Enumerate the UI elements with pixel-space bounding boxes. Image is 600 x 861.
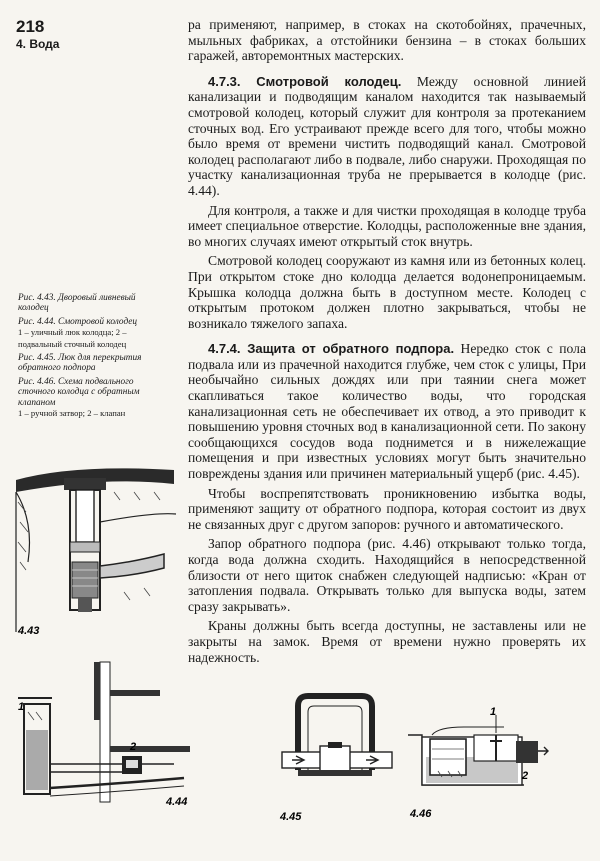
paragraph: Краны должны быть всегда доступны, не заставлены или не закрыты на замок. Время от времени нужно проверять их надежность. <box>188 618 586 665</box>
figure-4-45-label: 4.45 <box>280 811 302 823</box>
section-4-7-3-title: 4.7.3. Смотровой колодец. <box>208 73 402 89</box>
figure-4-44-marker-1: 1 <box>18 701 25 713</box>
figure-4-46-marker-2: 2 <box>522 770 529 782</box>
paragraph: Смотровой колодец сооружают из камня или из бетонных колец. При открытом стоке дно колодца делается водонепроницаемым. Крышка колодца должна быть в доступном месте. Колодец с открытым протоком должен плотно закрываться, чтобы не возникало тяжелого запаха. <box>188 253 586 331</box>
section-4-7-4-text: Нередко сток с пола подвала или из прачечной находится глубже, чем сток с улицы, При необычайно сильных дождях или при таянии снега может скапливаться такое количество воды, что городская канализационная сеть не обеспечивает их отвод, а это приводит к повышению уровня сточных вод в канализационной сети. По закону сообщающихся сосудов вода поднимется и в нижележащие помещения и при известных условиях могут быть значительно повреждены здания или причинен материальный ущерб (рис. 4.45). <box>188 341 586 482</box>
section-4-7-3-paragraph <box>188 74 586 199</box>
figure-captions <box>18 293 168 422</box>
caption-4-46-title: Рис. 4.46. Схема подвального сточного колодца с обратным клапаном <box>18 376 140 408</box>
paragraph: Для контроля, а также и для чистки проходящая в колодце труба имеет специальное отверстие. Колодцы, расположенные вне здания, во многих случаях имеют открытый сток внутрь. <box>188 202 586 249</box>
main-text <box>188 17 586 665</box>
figure-4-43-drawing <box>14 462 179 637</box>
figure-4-46-drawing <box>404 705 554 835</box>
paragraph: Чтобы воспрепятствовать проникновению избытка воды, применяют защиту от обратного подпора, которая состоит из двух не связанных друг с другом запоров: ручного и автоматического. <box>188 485 586 532</box>
figure-4-44-drawing <box>14 660 194 810</box>
figure-4-46-marker-1: 1 <box>490 706 497 718</box>
caption-4-45: Рис. 4.45. Люк для перекрытия обратного подпора <box>18 353 142 374</box>
paragraph: Запор обратного подпора (рис. 4.46) открывают только тогда, когда вода должна сходить. Находящийся в непосредственной близости от него щиток снабжен следующей надписью: «Кран от затопления подвала. Открывать только для выпуска воды, затем сразу закрывать». <box>188 536 586 614</box>
caption-4-44-legend: 1 – уличный люк колодца; 2 – подвальный сточный колодец <box>18 327 127 349</box>
caption-4-44-title: Рис. 4.44. Смотровой колодец <box>18 316 138 327</box>
intro-paragraph: ра применяют, например, в стоках на скотобойнях, прачечных, мыльных фабриках, а отстойники бензина – в стоках больших гаражей, авторемонтных мастерских. <box>188 17 586 64</box>
section-4-7-3-text: Между основной линией канализации и подводящим каналом находится так называемый смотровой колодец, который служит для контроля за протеканием сточных вод. Его устраивают прежде всего для того, чтобы можно было время от времени чистить подводящий канал. Смотровой колодец располагают либо в подвале, либо снаружи. Проходящая по участку канализационная труба не прерывается в колодце (рис. 4.44). <box>188 73 586 198</box>
figure-4-43-label: 4.43 <box>18 625 40 637</box>
caption-4-43: Рис. 4.43. Дворовый ливневый колодец <box>18 293 136 314</box>
section-4-7-4-title: 4.7.4. Защита от обратного подпора. <box>208 341 455 357</box>
figure-4-44-marker-2: 2 <box>130 741 137 753</box>
page-number: 218 <box>16 17 45 36</box>
caption-4-44 <box>18 317 168 350</box>
figure-4-45-drawing <box>262 690 402 825</box>
figure-4-44-label: 4.44 <box>166 796 188 808</box>
figure-4-46-label: 4.46 <box>410 808 432 820</box>
caption-4-46-legend: 1 – ручной затвор; 2 – клапан <box>18 408 126 419</box>
section-header: 4. Вода <box>16 37 60 51</box>
caption-4-46 <box>18 377 168 420</box>
section-4-7-4-paragraph <box>188 341 586 481</box>
